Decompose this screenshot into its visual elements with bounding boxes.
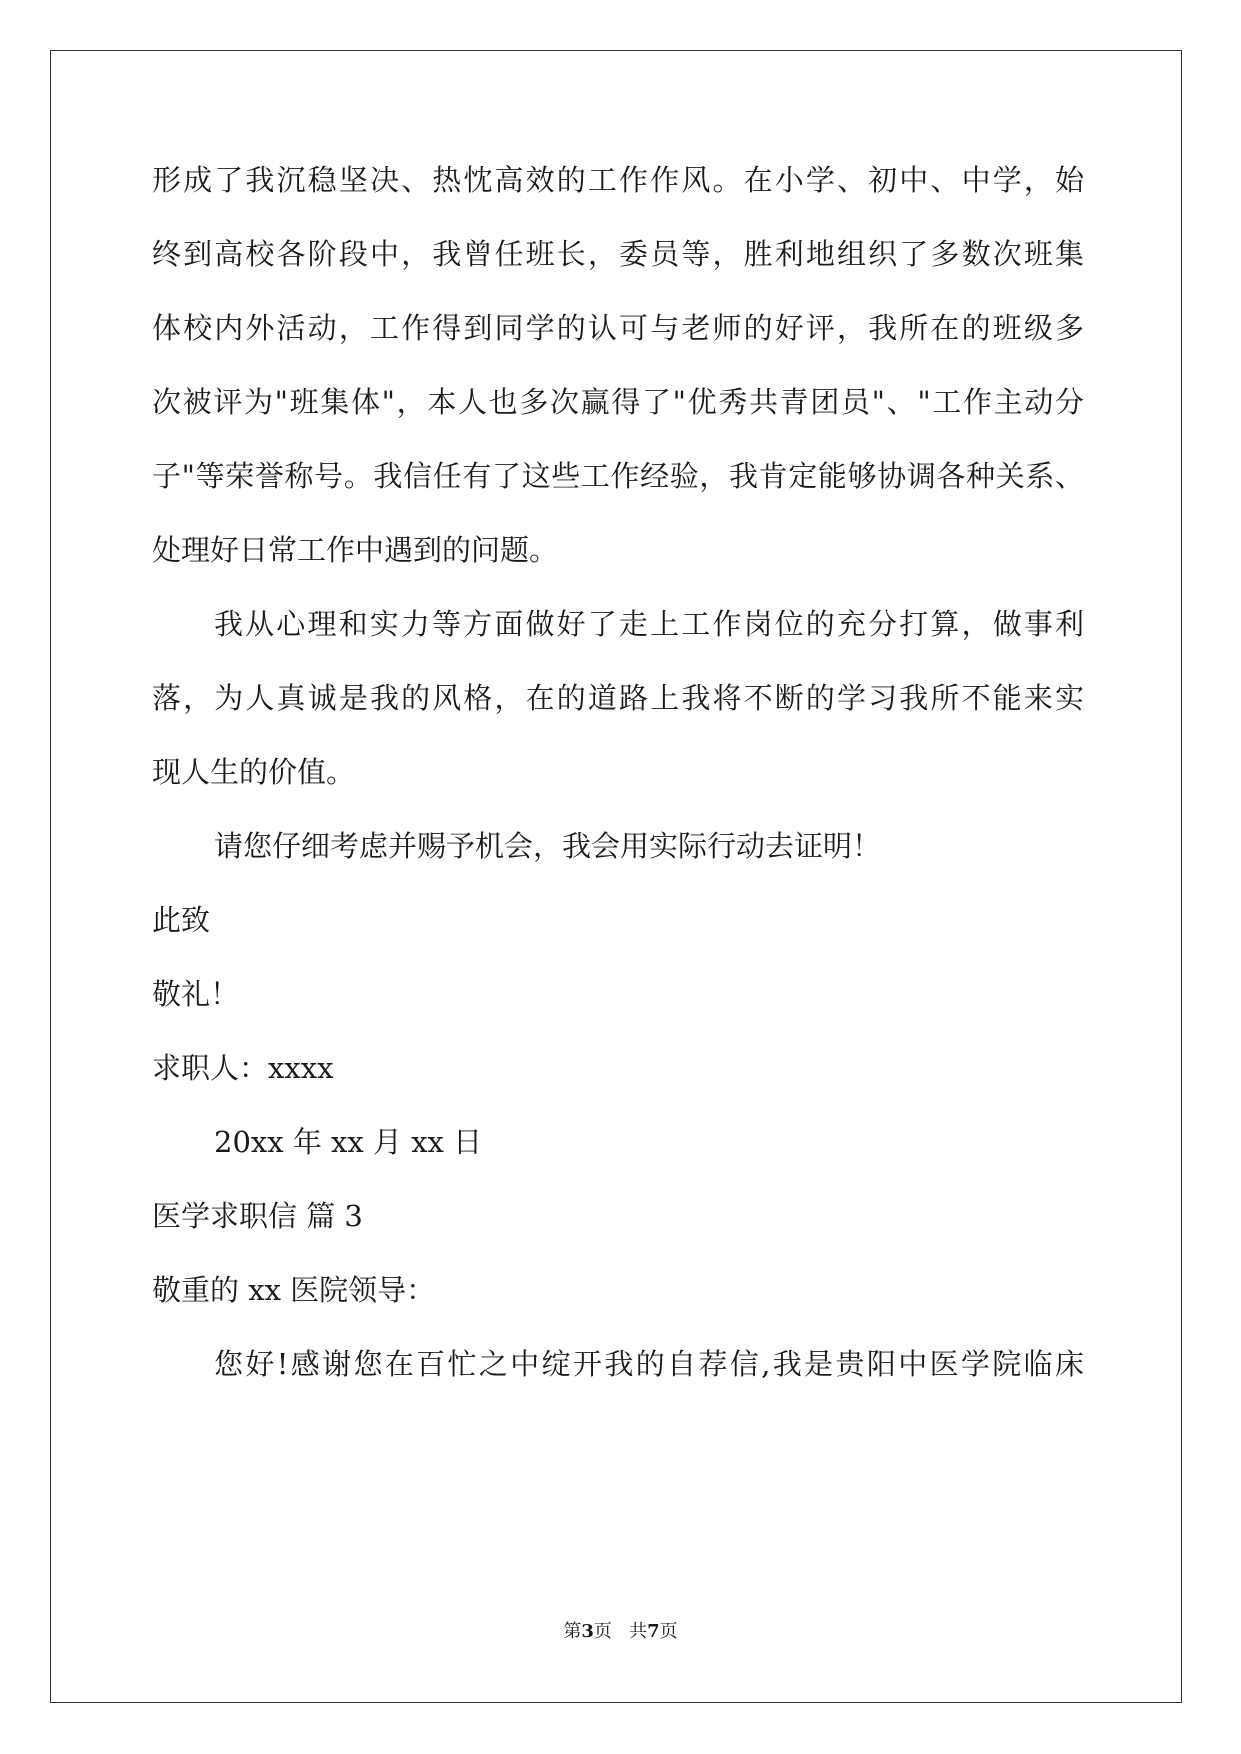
paragraph-line: 形成了我沉稳坚决、热忱高效的工作作风。在小学、初中、中学，始	[152, 163, 1084, 197]
greeting-line: 敬重的 xx 医院领导：	[152, 1273, 436, 1307]
paragraph-line: 我从心理和实力等方面做好了走上工作岗位的充分打算，做事利	[214, 607, 1084, 641]
paragraph-line: 落，为人真诚是我的风格，在的道路上我将不断的学习我所不能来实	[152, 681, 1084, 715]
page-border	[50, 50, 1182, 1703]
paragraph-line: 现人生的价值。	[152, 755, 356, 789]
footer-page-number: 3	[581, 1621, 594, 1642]
intro-line: 您好!感谢您在百忙之中绽开我的自荐信,我是贵阳中医学院临床	[214, 1347, 1084, 1381]
paragraph-line: 体校内外活动，工作得到同学的认可与老师的好评，我所在的班级多	[152, 311, 1084, 345]
closing-regards: 敬礼！	[152, 977, 240, 1011]
paragraph-line: 终到高校各阶段中，我曾任班长，委员等，胜利地组织了多数次班集	[152, 237, 1084, 271]
section-title: 医学求职信 篇 3	[152, 1199, 363, 1233]
footer-total-pages: 7	[647, 1621, 660, 1642]
date-line: 20xx 年 xx 月 xx 日	[214, 1125, 483, 1159]
footer-total-prefix: 共	[629, 1621, 648, 1642]
paragraph-line: 次被评为"班集体"，本人也多次赢得了"优秀共青团员"、"工作主动分	[152, 385, 1084, 419]
footer-prefix: 第	[563, 1621, 582, 1642]
page-footer	[0, 1620, 1241, 1644]
request-paragraph: 请您仔细考虑并赐予机会，我会用实际行动去证明！	[214, 829, 882, 863]
closing-salutation: 此致	[152, 903, 211, 937]
footer-page-suffix: 页	[593, 1621, 612, 1642]
footer-total-suffix: 页	[659, 1621, 678, 1642]
paragraph-line: 处理好日常工作中遇到的问题。	[152, 533, 559, 567]
applicant-line: 求职人：xxxx	[152, 1051, 334, 1085]
paragraph-line: 子"等荣誉称号。我信任有了这些工作经验，我肯定能够协调各种关系、	[152, 459, 1084, 493]
